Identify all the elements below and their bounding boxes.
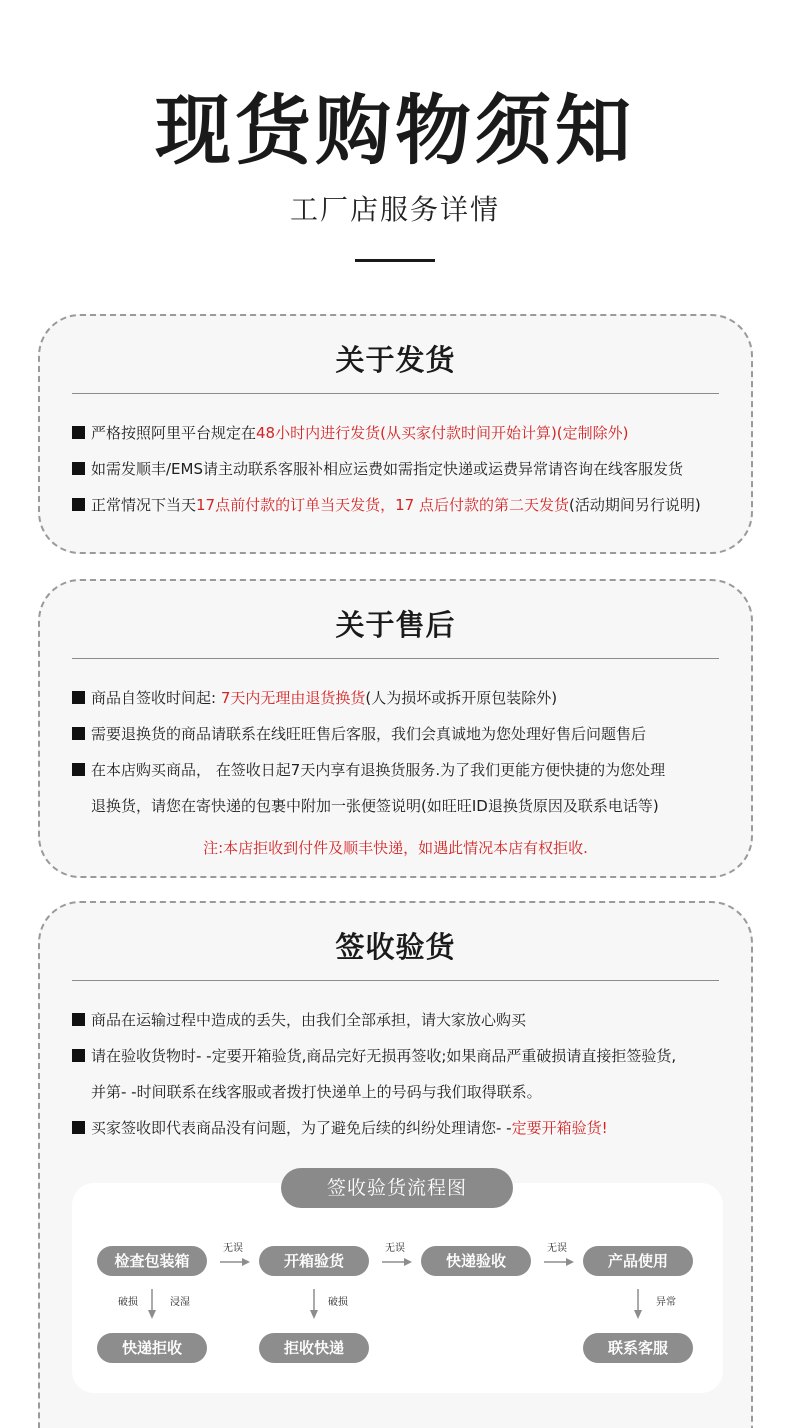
after-sales-item-1: 商品自签收时间起: 7天内无理由退货换货(人为损坏或拆开原包装除外) — [72, 687, 557, 709]
arrow-right-icon — [544, 1257, 574, 1267]
bullet-square-icon — [72, 1121, 85, 1134]
bullet-square-icon — [72, 498, 85, 511]
flowchart-panel — [72, 1183, 723, 1393]
arrow-label-ok: 无误 — [223, 1243, 243, 1254]
flow-outcome-reject-courier: 拒收快递 — [259, 1333, 369, 1363]
shipping-item-1: 严格按照阿里平台规定在48小时内进行发货(从买家付款时间开始计算)(定制除外) — [72, 422, 629, 444]
bullet-square-icon — [72, 727, 85, 740]
bullet-square-icon — [72, 426, 85, 439]
arrow-label-abnormal: 异常 — [656, 1297, 676, 1308]
flowchart-title: 签收验货流程图 — [281, 1168, 513, 1208]
bullet-square-icon — [72, 462, 85, 475]
arrow-label-ok: 无误 — [547, 1243, 567, 1254]
bullet-square-icon — [72, 1049, 85, 1062]
page-subtitle: 工厂店服务详情 — [289, 193, 500, 226]
flow-step-check-box: 检查包装箱 — [97, 1246, 207, 1276]
inspection-item-2: 请在验收货物时- -定要开箱验货,商品完好无损再签收;如果商品严重破损请直接拒签验货, — [72, 1045, 676, 1067]
shipping-card — [38, 314, 753, 554]
arrow-down-icon — [633, 1289, 643, 1319]
arrow-down-icon — [147, 1289, 157, 1319]
arrow-label-damaged: 破损 — [328, 1297, 348, 1308]
inspection-title: 签收验货 — [335, 930, 456, 964]
arrow-right-icon — [220, 1257, 250, 1267]
flow-outcome-courier-reject: 快递拒收 — [97, 1333, 207, 1363]
bullet-square-icon — [72, 1013, 85, 1026]
inspection-card — [38, 901, 753, 1428]
shipping-item-2: 如需发顺丰/EMS请主动联系客服补相应运费如需指定快递或运费异常请咨询在线客服发货 — [72, 458, 683, 480]
shipping-item-3: 正常情况下当天17点前付款的订单当天发货，17 点后付款的第二天发货(活动期间另行说明) — [72, 494, 701, 516]
flow-step-use-product: 产品使用 — [583, 1246, 693, 1276]
bullet-square-icon — [72, 763, 85, 776]
inspection-item-1: 商品在运输过程中造成的丢失，由我们全部承担，请大家放心购买 — [72, 1009, 526, 1031]
arrow-label-ok: 无误 — [385, 1243, 405, 1254]
inspection-item-2-continuation: 并第- -时间联系在线客服或者拨打快递单上的号码与我们取得联系。 — [91, 1083, 542, 1101]
shipping-title: 关于发货 — [335, 343, 456, 377]
after-sales-title: 关于售后 — [335, 608, 456, 642]
after-sales-divider — [72, 658, 719, 659]
arrow-label-wet: 浸湿 — [170, 1297, 190, 1308]
shipping-divider — [72, 393, 719, 394]
arrow-down-icon — [309, 1289, 319, 1319]
arrow-label-damaged: 破损 — [118, 1297, 138, 1308]
after-sales-item-3-continuation: 退换货，请您在寄快递的包裹中附加一张便签说明(如旺旺ID退换货原因及联系电话等) — [91, 797, 659, 815]
inspection-item-3: 买家签收即代表商品没有问题，为了避免后续的纠纷处理请您- -定要开箱验货! — [72, 1117, 608, 1139]
inspection-divider — [72, 980, 719, 981]
arrow-right-icon — [382, 1257, 412, 1267]
page-title: 现货购物须知 — [155, 86, 635, 175]
after-sales-item-2: 需要退换货的商品请联系在线旺旺售后客服，我们会真诚地为您处理好售后问题售后 — [72, 723, 646, 745]
after-sales-card — [38, 579, 753, 878]
after-sales-note: 注:本店拒收到付件及顺丰快递，如遇此情况本店有权拒收. — [203, 839, 588, 857]
bullet-square-icon — [72, 691, 85, 704]
flow-step-open-box: 开箱验货 — [259, 1246, 369, 1276]
after-sales-item-3: 在本店购买商品， 在签收日起7天内享有退换货服务.为了我们更能方便快捷的为您处理 — [72, 759, 665, 781]
flow-step-courier-check: 快递验收 — [421, 1246, 531, 1276]
flow-outcome-contact-service: 联系客服 — [583, 1333, 693, 1363]
title-divider — [355, 259, 435, 262]
